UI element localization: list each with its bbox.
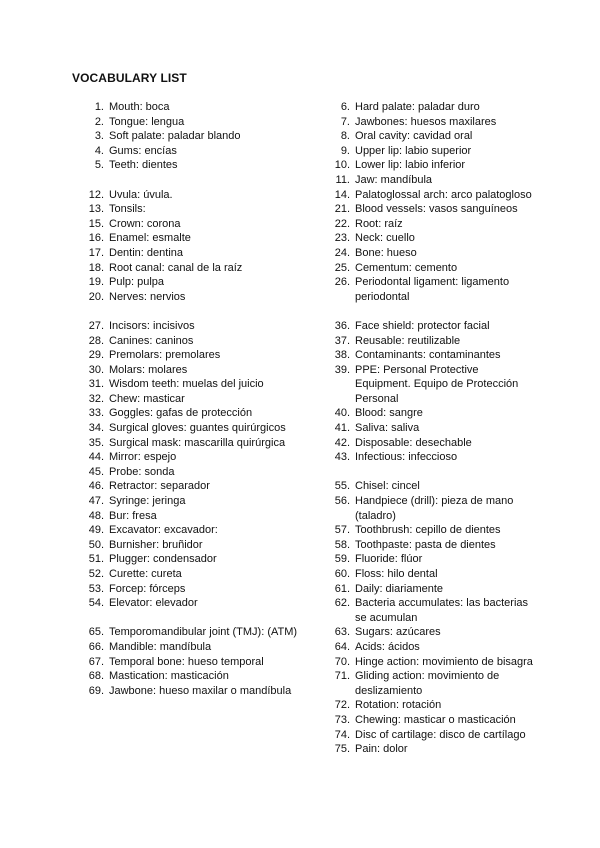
item-number: 63. bbox=[334, 626, 350, 639]
item-text: Palatoglossal arch: arco palatogloso bbox=[355, 188, 532, 201]
list-item bbox=[330, 640, 535, 655]
item-number: 73. bbox=[334, 713, 350, 726]
list-item bbox=[330, 450, 535, 465]
item-number: 48. bbox=[88, 509, 104, 522]
item-number: 2. bbox=[94, 115, 104, 128]
item-text: Tongue: lengua bbox=[109, 115, 185, 128]
item-number: 49. bbox=[88, 524, 104, 537]
list-item bbox=[330, 100, 535, 115]
item-number: 20. bbox=[88, 290, 104, 303]
list-item bbox=[330, 158, 535, 173]
item-text: Incisors: incisivos bbox=[109, 319, 195, 332]
item-number: 41. bbox=[334, 422, 350, 435]
item-text: Sugars: azúcares bbox=[355, 626, 441, 639]
item-number: 25. bbox=[334, 261, 350, 274]
item-text: Premolars: premolares bbox=[109, 349, 221, 362]
item-number: 6. bbox=[340, 101, 350, 113]
item-number: 74. bbox=[334, 728, 350, 741]
vocabulary-column-right bbox=[330, 100, 535, 757]
item-number: 39. bbox=[334, 363, 350, 376]
list-item bbox=[330, 144, 535, 159]
item-number: 35. bbox=[88, 436, 104, 449]
item-number: 61. bbox=[334, 582, 350, 595]
list-item bbox=[84, 436, 320, 451]
item-number: 34. bbox=[88, 422, 104, 435]
item-text: Fluoride: flúor bbox=[355, 553, 423, 566]
item-text: Soft palate: paladar blando bbox=[109, 130, 241, 143]
list-item bbox=[330, 246, 535, 261]
item-text: Gliding action: movimiento de deslizamiento bbox=[355, 670, 500, 697]
list-item bbox=[330, 742, 535, 757]
item-text: Syringe: jeringa bbox=[109, 495, 186, 508]
item-number: 4. bbox=[94, 144, 104, 157]
item-text: Crown: corona bbox=[109, 217, 181, 230]
list-item bbox=[84, 655, 320, 670]
item-text: Periodontal ligament: ligamento periodontal bbox=[355, 276, 510, 303]
item-number: 56. bbox=[334, 495, 350, 508]
list-item bbox=[330, 348, 535, 363]
item-text: Mastication: masticación bbox=[109, 670, 229, 683]
list-item bbox=[84, 684, 320, 699]
item-number: 14. bbox=[334, 188, 350, 201]
vocabulary-group bbox=[84, 319, 320, 611]
item-number: 32. bbox=[88, 392, 104, 405]
item-number: 26. bbox=[334, 276, 350, 289]
list-item bbox=[84, 392, 320, 407]
vocabulary-group bbox=[330, 479, 535, 756]
list-item bbox=[330, 334, 535, 349]
list-item bbox=[330, 173, 535, 188]
list-item bbox=[84, 421, 320, 436]
vocabulary-group bbox=[84, 625, 320, 698]
item-text: Rotation: rotación bbox=[355, 699, 442, 712]
list-item bbox=[84, 334, 320, 349]
list-item bbox=[84, 246, 320, 261]
item-text: Hinge action: movimiento de bisagra bbox=[355, 655, 533, 668]
item-number: 15. bbox=[88, 217, 104, 230]
item-text: Pulp: pulpa bbox=[109, 276, 165, 289]
item-number: 23. bbox=[334, 232, 350, 245]
list-item bbox=[84, 625, 320, 640]
list-item bbox=[330, 713, 535, 728]
list-item bbox=[84, 217, 320, 232]
item-text: Pain: dolor bbox=[355, 743, 408, 756]
item-text: Bone: hueso bbox=[355, 246, 417, 259]
item-text: Hard palate: paladar duro bbox=[355, 101, 480, 113]
item-text: Wisdom teeth: muelas del juicio bbox=[109, 378, 264, 391]
spacer bbox=[330, 465, 535, 480]
item-number: 50. bbox=[88, 538, 104, 551]
list-item bbox=[330, 567, 535, 582]
list-item bbox=[84, 290, 320, 305]
item-number: 75. bbox=[334, 743, 350, 756]
list-item bbox=[84, 261, 320, 276]
item-text: Disc of cartilage: disco de cartílago bbox=[355, 728, 526, 741]
item-text: Molars: molares bbox=[109, 363, 188, 376]
item-number: 8. bbox=[340, 130, 350, 143]
list-item bbox=[330, 669, 535, 698]
item-text: Upper lip: labio superior bbox=[355, 144, 472, 157]
item-number: 42. bbox=[334, 436, 350, 449]
item-number: 40. bbox=[334, 407, 350, 420]
list-item bbox=[84, 479, 320, 494]
item-text: Chew: masticar bbox=[109, 392, 185, 405]
list-item bbox=[84, 158, 320, 173]
vocabulary-group bbox=[84, 100, 320, 173]
vocabulary-column-left bbox=[84, 100, 320, 698]
item-text: Jawbone: hueso maxilar o mandíbula bbox=[109, 684, 292, 697]
item-text: Plugger: condensador bbox=[109, 553, 217, 566]
item-text: Blood vessels: vasos sanguíneos bbox=[355, 203, 518, 216]
item-number: 16. bbox=[88, 232, 104, 245]
item-text: Floss: hilo dental bbox=[355, 568, 438, 580]
item-number: 45. bbox=[88, 465, 104, 478]
item-text: Temporomandibular joint (TMJ): (ATM) bbox=[109, 626, 298, 639]
item-number: 13. bbox=[88, 203, 104, 216]
list-item bbox=[330, 728, 535, 743]
list-item bbox=[84, 582, 320, 597]
item-text: Chewing: masticar o masticación bbox=[355, 713, 516, 726]
list-item bbox=[84, 275, 320, 290]
item-number: 28. bbox=[88, 334, 104, 347]
item-text: Retractor: separador bbox=[109, 480, 210, 493]
item-number: 60. bbox=[334, 568, 350, 580]
list-item bbox=[84, 348, 320, 363]
list-item bbox=[330, 523, 535, 538]
item-number: 51. bbox=[88, 553, 104, 566]
item-text: Blood: sangre bbox=[355, 407, 423, 420]
page-title: VOCABULARY LIST bbox=[72, 71, 187, 85]
item-number: 24. bbox=[334, 246, 350, 259]
list-item bbox=[84, 231, 320, 246]
item-text: Toothbrush: cepillo de dientes bbox=[355, 524, 501, 537]
item-number: 5. bbox=[94, 159, 104, 172]
item-text: Root: raíz bbox=[355, 217, 403, 230]
item-number: 17. bbox=[88, 246, 104, 259]
list-item bbox=[330, 231, 535, 246]
item-number: 10. bbox=[334, 159, 350, 172]
item-text: Forcep: fórceps bbox=[109, 582, 186, 595]
list-item bbox=[84, 523, 320, 538]
item-number: 59. bbox=[334, 553, 350, 566]
item-text: Face shield: protector facial bbox=[355, 319, 490, 332]
item-text: Dentin: dentina bbox=[109, 246, 183, 259]
item-text: Tonsils: bbox=[109, 203, 146, 216]
item-number: 21. bbox=[334, 203, 350, 216]
item-number: 57. bbox=[334, 524, 350, 537]
list-item bbox=[84, 538, 320, 553]
item-text: Contaminants: contaminantes bbox=[355, 349, 501, 362]
list-item bbox=[330, 436, 535, 451]
item-number: 3. bbox=[94, 130, 104, 143]
list-item bbox=[330, 582, 535, 597]
item-number: 67. bbox=[88, 655, 104, 668]
list-item bbox=[330, 698, 535, 713]
list-item bbox=[84, 494, 320, 509]
item-text: Reusable: reutilizable bbox=[355, 334, 461, 347]
spacer bbox=[84, 173, 320, 188]
item-number: 29. bbox=[88, 349, 104, 362]
list-item bbox=[84, 465, 320, 480]
vocabulary-group bbox=[330, 100, 535, 304]
list-item bbox=[330, 421, 535, 436]
list-item bbox=[330, 217, 535, 232]
item-number: 18. bbox=[88, 261, 104, 274]
item-text: Jaw: mandíbula bbox=[355, 173, 433, 186]
item-text: Toothpaste: pasta de dientes bbox=[355, 538, 496, 551]
item-number: 70. bbox=[334, 655, 350, 668]
item-text: Probe: sonda bbox=[109, 465, 175, 478]
list-item bbox=[84, 115, 320, 130]
item-text: Oral cavity: cavidad oral bbox=[355, 130, 473, 143]
list-item bbox=[330, 202, 535, 217]
list-item bbox=[84, 450, 320, 465]
item-text: Temporal bone: hueso temporal bbox=[109, 655, 264, 668]
list-item bbox=[330, 655, 535, 670]
item-text: Uvula: úvula. bbox=[109, 188, 173, 201]
item-text: Enamel: esmalte bbox=[109, 232, 191, 245]
item-text: Lower lip: labio inferior bbox=[355, 159, 466, 172]
list-item bbox=[84, 377, 320, 392]
item-text: Surgical gloves: guantes quirúrgicos bbox=[109, 422, 286, 435]
list-item bbox=[84, 596, 320, 611]
item-text: Jawbones: huesos maxilares bbox=[355, 115, 497, 128]
item-text: Teeth: dientes bbox=[109, 159, 178, 172]
item-text: Bur: fresa bbox=[109, 509, 157, 522]
item-number: 9. bbox=[340, 144, 350, 157]
item-text: Mirror: espejo bbox=[109, 451, 177, 464]
item-text: Nerves: nervios bbox=[109, 290, 186, 303]
item-number: 30. bbox=[88, 363, 104, 376]
list-item bbox=[84, 640, 320, 655]
item-number: 62. bbox=[334, 597, 350, 610]
list-item bbox=[330, 261, 535, 276]
item-number: 43. bbox=[334, 451, 350, 464]
item-text: Neck: cuello bbox=[355, 232, 415, 245]
item-number: 22. bbox=[334, 217, 350, 230]
item-text: Goggles: gafas de protección bbox=[109, 407, 253, 420]
list-item bbox=[84, 100, 320, 115]
item-text: Gums: encías bbox=[109, 144, 177, 157]
list-item bbox=[330, 538, 535, 553]
item-number: 54. bbox=[88, 597, 104, 610]
item-text: Surgical mask: mascarilla quirúrgica bbox=[109, 436, 286, 449]
item-number: 19. bbox=[88, 276, 104, 289]
item-text: Saliva: saliva bbox=[355, 422, 420, 435]
item-number: 68. bbox=[88, 670, 104, 683]
item-number: 53. bbox=[88, 582, 104, 595]
list-item bbox=[84, 552, 320, 567]
item-text: Burnisher: bruñidor bbox=[109, 538, 203, 551]
item-text: Curette: cureta bbox=[109, 568, 182, 580]
item-number: 58. bbox=[334, 538, 350, 551]
list-item bbox=[330, 188, 535, 203]
list-item bbox=[84, 319, 320, 334]
spacer bbox=[84, 304, 320, 319]
list-item bbox=[330, 552, 535, 567]
list-item bbox=[84, 363, 320, 378]
item-number: 64. bbox=[334, 640, 350, 653]
item-number: 44. bbox=[88, 451, 104, 464]
item-text: Handpiece (drill): pieza de mano (taladro) bbox=[355, 495, 514, 522]
spacer bbox=[84, 611, 320, 626]
item-number: 37. bbox=[334, 334, 350, 347]
item-number: 36. bbox=[334, 319, 350, 332]
item-text: Canines: caninos bbox=[109, 334, 194, 347]
item-number: 31. bbox=[88, 378, 104, 391]
list-item bbox=[330, 129, 535, 144]
item-text: Chisel: cincel bbox=[355, 480, 420, 493]
spacer bbox=[330, 304, 535, 319]
item-number: 1. bbox=[94, 101, 104, 113]
list-item bbox=[330, 479, 535, 494]
list-item bbox=[84, 129, 320, 144]
item-number: 69. bbox=[88, 684, 104, 697]
item-number: 47. bbox=[88, 495, 104, 508]
item-number: 27. bbox=[88, 319, 104, 332]
item-number: 72. bbox=[334, 699, 350, 712]
item-text: Cementum: cemento bbox=[355, 261, 458, 274]
item-number: 55. bbox=[334, 480, 350, 493]
list-item bbox=[84, 509, 320, 524]
list-item bbox=[84, 669, 320, 684]
list-item bbox=[330, 115, 535, 130]
item-number: 46. bbox=[88, 480, 104, 493]
item-number: 11. bbox=[335, 173, 350, 186]
item-number: 12. bbox=[88, 188, 104, 201]
vocabulary-group bbox=[330, 319, 535, 465]
item-text: Disposable: desechable bbox=[355, 436, 472, 449]
list-item bbox=[330, 406, 535, 421]
item-text: PPE: Personal Protective Equipment. Equipo de Protección Personal bbox=[355, 363, 519, 405]
list-item bbox=[84, 202, 320, 217]
list-item bbox=[330, 275, 535, 304]
item-number: 65. bbox=[88, 626, 104, 639]
list-item bbox=[330, 494, 535, 523]
list-item bbox=[330, 319, 535, 334]
list-item bbox=[84, 567, 320, 582]
item-text: Infectious: infeccioso bbox=[355, 451, 458, 464]
item-text: Mouth: boca bbox=[109, 101, 170, 113]
list-item bbox=[84, 144, 320, 159]
item-number: 66. bbox=[88, 640, 104, 653]
list-item bbox=[84, 188, 320, 203]
item-number: 7. bbox=[340, 115, 350, 128]
list-item bbox=[330, 596, 535, 625]
item-text: Bacteria accumulates: las bacterias se acumulan bbox=[355, 597, 529, 624]
item-number: 38. bbox=[334, 349, 350, 362]
item-text: Mandible: mandíbula bbox=[109, 640, 212, 653]
item-text: Root canal: canal de la raíz bbox=[109, 261, 243, 274]
item-text: Excavator: excavador: bbox=[109, 524, 218, 537]
vocabulary-group bbox=[84, 188, 320, 305]
item-number: 33. bbox=[88, 407, 104, 420]
item-number: 52. bbox=[88, 568, 104, 580]
item-text: Elevator: elevador bbox=[109, 597, 198, 610]
item-text: Daily: diariamente bbox=[355, 582, 444, 595]
list-item bbox=[330, 363, 535, 407]
item-text: Acids: ácidos bbox=[355, 640, 420, 653]
list-item bbox=[84, 406, 320, 421]
list-item bbox=[330, 625, 535, 640]
item-number: 71. bbox=[334, 670, 350, 683]
